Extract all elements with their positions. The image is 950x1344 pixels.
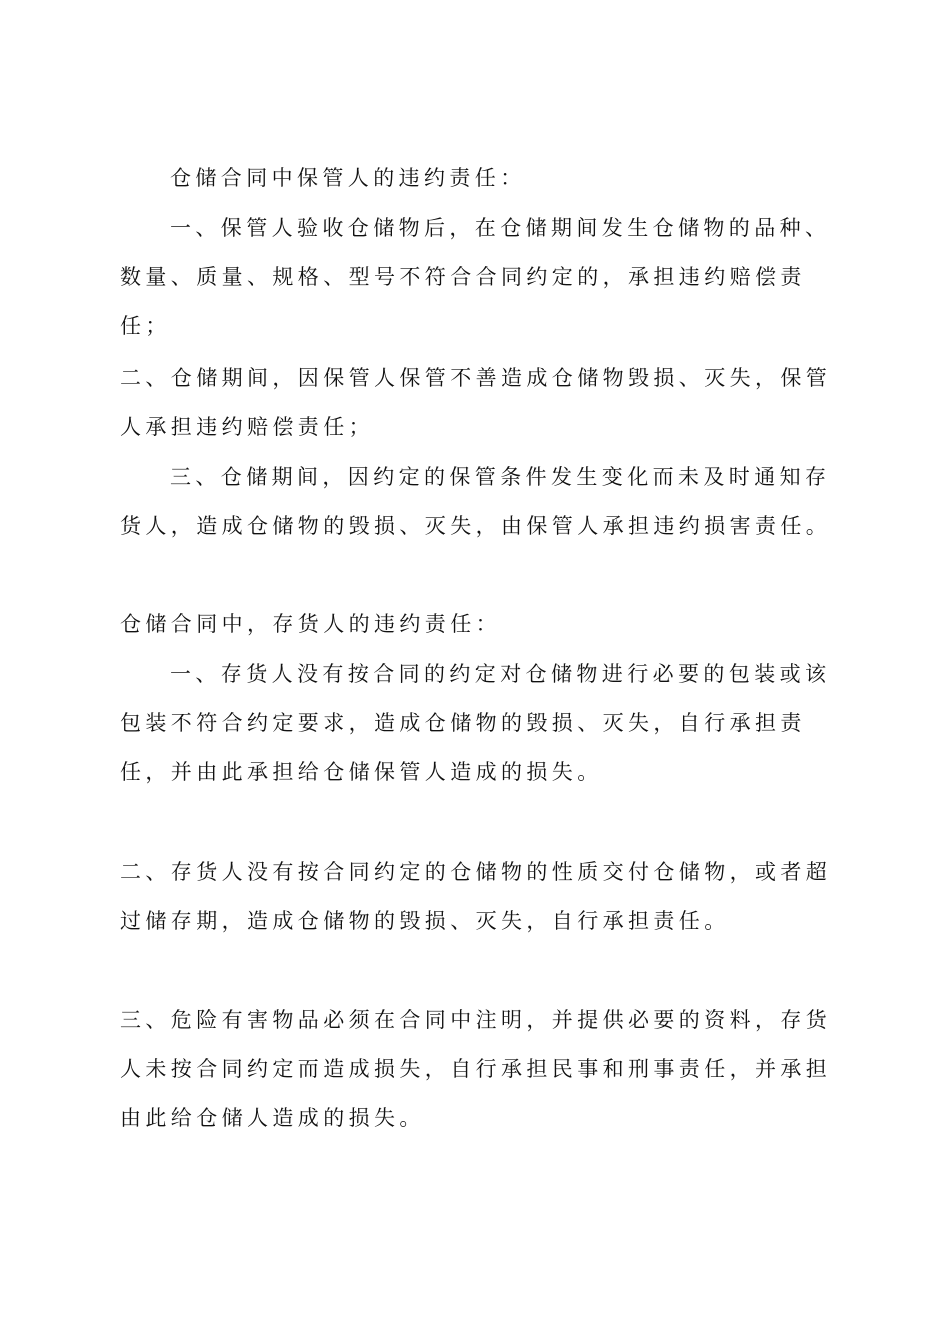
section1-item-2: 二、仓储期间，因保管人保管不善造成仓储物毁损、灭失，保管人承担违约赔偿责任； xyxy=(120,366,832,439)
section2-heading: 仓储合同中，存货人的违约责任： xyxy=(120,612,501,636)
section2-item-3: 三、危险有害物品必须在合同中注明，并提供必要的资料，存货人未按合同约定而造成损失，自行承担民事和刑事责任，并承担由此给仓储人造成的损失。 xyxy=(120,1008,832,1130)
section1-item-1: 一、保管人验收仓储物后，在仓储期间发生仓储物的品种、数量、质量、规格、型号不符合合同约定的，承担违约赔偿责任； xyxy=(120,216,831,338)
section1-item-3: 三、仓储期间，因约定的保管条件发生变化而未及时通知存货人，造成仓储物的毁损、灭失，由保管人承担违约损害责任。 xyxy=(120,465,832,538)
section1-heading: 仓储合同中保管人的违约责任： xyxy=(170,166,526,190)
section2-item-1: 一、存货人没有按合同的约定对仓储物进行必要的包装或该包装不符合约定要求，造成仓储物的毁损、灭失，自行承担责任，并由此承担给仓储保管人造成的损失。 xyxy=(120,662,831,784)
section2-item-2: 二、存货人没有按合同约定的仓储物的性质交付仓储物，或者超过储存期，造成仓储物的毁损、灭失，自行承担责任。 xyxy=(120,860,832,933)
